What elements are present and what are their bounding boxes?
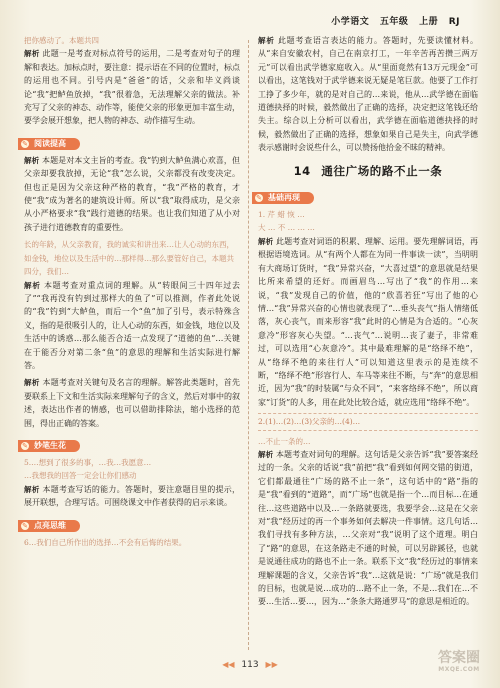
analysis-paragraph — [24, 376, 240, 430]
section-icon: ✎ — [256, 194, 262, 203]
lesson-number: 14 — [293, 163, 311, 178]
watermark-logo — [428, 650, 490, 680]
section-heading — [18, 440, 80, 452]
analysis-paragraph — [258, 448, 478, 609]
lesson-name: 通往广场的路不止一条 — [321, 163, 443, 178]
analysis-text: 此题考查语言表达的能力。答题时，先要读懂材料。从“来自安徽农村，自己在南京打工，一年辛苦再苦攒三两万元”可以看出武学德家庭收入。从“里面竟然有13万元现金”可以看出，这笔钱对于武学德来说无疑是笔巨款。他要了工作打工挣了多少年，就的是对自己的…来说，他从…武学德在面临道德抉择的时候，毅然做出了正确的选择，决定把这笔钱还给失主。综合以上分析可以看出，武学德在面临道德抉择的时候，毅然做出了正确的选择，想象如果自己是失主，向武学德表示感谢时会说些什么，可以赞扬他拾金不昧的精神。 — [258, 36, 479, 153]
faded-text: 长的年龄，从父亲教育，我的诚实和讲出来…让人心动的东西，如金钱，地位以及生活中的…那样得…那么要管好自己，本题共四分，我们… — [24, 240, 234, 277]
analysis-paragraph — [24, 483, 240, 510]
faded-text: …不止一条的… — [258, 436, 311, 446]
analysis-paragraph — [24, 279, 240, 373]
section-icon: ✎ — [22, 139, 28, 148]
analysis-label: 解析 — [24, 49, 40, 59]
faded-text: 2.(1)…(2)…(3)父亲的…(4)… — [258, 413, 478, 430]
analysis-text: 本题考查对重点词的理解。从“转眼间三十四年过去了”“我再没有钓到过那样大的鱼了”可以推测，作者此处说的“我”钓到“大鲈鱼，而后一个“鱼”加了引号，表示特殊含义，指的是很吸引人的，让人心动的东西，如金钱，地位以及生活中的诱惑…那么能否合适一点发现了“道德的鱼”…关键在于能否分对第二条“鱼”的意思的理解和生活实际进行解答。 — [24, 280, 241, 370]
column-divider — [248, 40, 249, 650]
page-footer — [0, 660, 500, 670]
right-column — [258, 34, 478, 613]
analysis-text: 本题考查对词句的理解。这句话是父亲告诉“我”要答案经过的一条。父亲的话说“我”前把“我”看到如何网交错的街道，它们都最通往“广场的路不止一条”，这句话中的“路”指的是“我”看到的“道路”，而“广场”也就是指一个…而目标…在通往…这些道路中以及…一条路就要选，我要学会…这是在父亲对“我”经历过的再一个事务如何去解决一件事情。这几句话…我们寻找有多种方法，…父亲对“我”说明了这个道理。明白了“路”的意思，在这条路走不通的时候，可以另辟蹊径，也就是说通往成功的路也不止一条。联系下文“我”经历过的事情来理解课题的含义，父亲告诉“我”…这就是说：“广场”就是我们的目标，也就是说…成功的…路不止一条，不是…我们在…不要…生活…要…，因为…“条条大路通罗马”的意思是相近的。 — [258, 449, 479, 607]
analysis-label: 解析 — [24, 280, 41, 290]
section-title: 基础再现 — [268, 193, 300, 203]
analysis-text: 此题一是考查对标点符号的运用，二是考查对句子的理解和表达。加标点时，要注意：提示语在不同的位置时，标点的运用也不同。引号内是“爸爸”的话，父亲和毕义尚谈论“我”把鲈鱼放掉，“我”很着急，无法理解父亲的做法。补充写了父亲的神态、动作等，能使父亲的形象更加丰富生动，要学会展开想象，把人物的神态、动作描写生动。 — [24, 49, 241, 126]
analysis-label: 解析 — [258, 449, 274, 459]
faded-text: …我想我的回答一定会让你们感动 — [24, 471, 137, 481]
analysis-label: 解析 — [24, 378, 40, 388]
faded-text: 把你感动了。本题共四 — [24, 36, 99, 45]
analysis-text: 本题考查对关键句及名言的理解。解答此类题时，首先要联系上下文和生活实际来理解句子的含义，然后对事中的叙述，表达出作者的情感，也可以借助排除法，缩小选择的范围，得出正确的答案。 — [24, 378, 241, 428]
faded-text: 5.…想到了很多的事，…我…我愿意… — [24, 457, 152, 467]
analysis-text: 本题考查写话的能力。答题时，要注意题目里的提示，展开联想，合理写话。可围绕课文中作者获得的启示来谈。 — [24, 484, 241, 508]
next-arrow-icon: ▶▶ — [265, 660, 278, 669]
page-header — [324, 14, 460, 27]
section-heading — [18, 138, 80, 150]
faded-text: 大 … 不 … … … — [258, 223, 315, 233]
watermark-line2: MXQE.COM — [438, 666, 480, 673]
section-heading — [252, 192, 314, 204]
header-subject: 小学语文 — [331, 17, 370, 27]
left-column — [24, 34, 240, 549]
prev-arrow-icon: ◀◀ — [222, 660, 235, 669]
faded-text: 1. 芹 蜡 恢 … — [258, 210, 305, 220]
watermark-line1: 答案圈 — [438, 650, 480, 666]
section-title: 阅读提高 — [34, 138, 66, 148]
section-title: 妙笔生花 — [34, 440, 66, 450]
analysis-label: 解析 — [24, 155, 40, 165]
header-grade: 五年级 — [379, 17, 409, 27]
header-edition: RJ — [448, 17, 460, 27]
analysis-label: 解析 — [24, 484, 40, 494]
analysis-paragraph — [24, 47, 240, 127]
section-title: 点亮思维 — [34, 520, 66, 530]
analysis-paragraph — [258, 34, 478, 155]
analysis-text: 本题是对本文主旨的考查。我“钓到大鲈鱼满心欢喜，但父亲却要我放掉，无论“我”怎么说，父亲都没有改变决定。但也正是因为父亲这种严格的教育，“我”严格的教育，才使“我”成为著名的建筑设计师。所以“我”取得成功，是父亲从小严格要求“我”践行道德的结果。也让我们知道了从小对孩子进行道德教育的重要性。 — [24, 155, 241, 232]
page-number: 113 — [241, 660, 259, 670]
section-icon: ✎ — [22, 441, 28, 450]
header-volume: 上册 — [419, 17, 439, 27]
section-icon: ✎ — [22, 521, 28, 530]
lesson-title — [258, 165, 478, 178]
analysis-paragraph — [24, 154, 240, 234]
analysis-label: 解析 — [258, 36, 275, 45]
analysis-paragraph — [258, 235, 478, 409]
faded-text: 6…我们自己所作出的选择…不会有后悔的结果。 — [24, 537, 187, 547]
analysis-text: 此题考查对词语的积累、理解、运用。要先理解词语，再根据语境选词。从“有两个人都在为同一件事读一读”，当明明有大商场订货时，“我”异常兴奋，“大喜过望”的意思就是结果比所来希望的还好。而画眉鸟…写出了“我”的作用…来说，“我”发现自己的价值，他的“欣喜若狂”写出了他的心情…“我”异常兴奋的心情也就表现了“…垂头丧气”指人情绪低落，灰心丧气，而来形容“我”此时的心情是为合适的。“心灰意冷”形容灰心失望。“…丧气”…说明…丧了妻子，非常难过，可以选用“心灰意冷”。其中最难理解的是“络绎不绝”，从“络绎不绝的来往行人”可以知道这里表示的是连续不断，“络绎不绝”形容行人、车马等来往不断，与“奔”的意思相近，因为“我”的时装属“与众不同”，“来客络绎不绝”，所以商家“订货”的人多，用在此处比较合适，就应选用“络绎不绝”。 — [258, 236, 479, 407]
section-heading — [18, 520, 80, 532]
analysis-label: 解析 — [258, 236, 274, 246]
